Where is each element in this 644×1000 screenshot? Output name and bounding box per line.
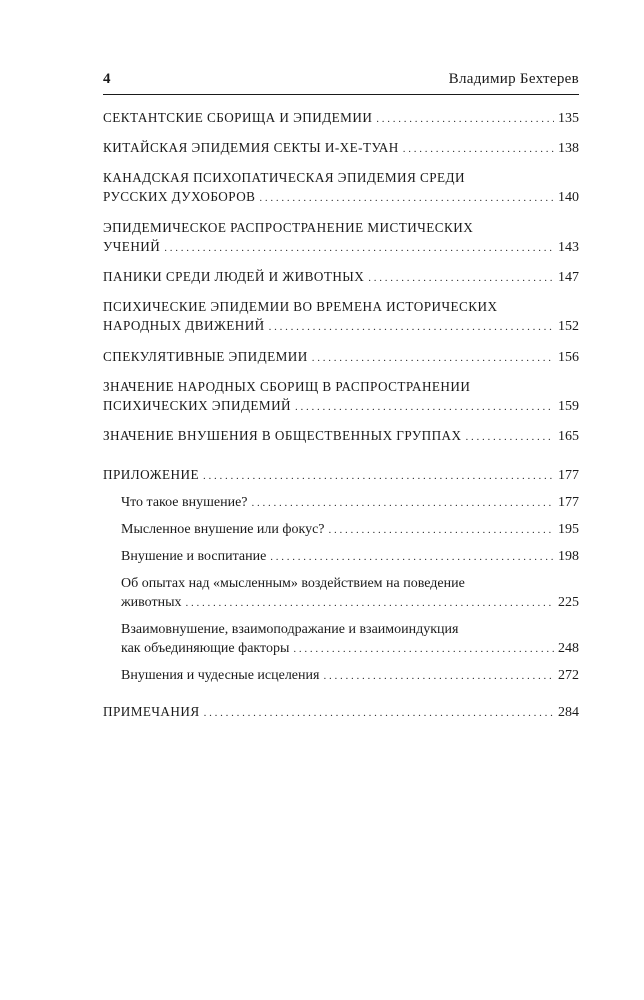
- toc-leader-dots: [252, 493, 554, 513]
- toc-entry[interactable]: [103, 426, 579, 447]
- table-of-contents: [103, 100, 579, 723]
- toc-leader-dots: [312, 348, 554, 368]
- toc-leader-dots: [466, 427, 554, 447]
- toc-entry-title: ПСИХИЧЕСКИХ ЭПИДЕМИЙ: [103, 398, 292, 413]
- toc-entry[interactable]: [103, 108, 579, 129]
- page-header: [103, 70, 579, 95]
- toc-entry-title: ПРИЛОЖЕНИЕ: [103, 467, 199, 482]
- toc-leader-dots: [329, 520, 554, 540]
- toc-entry[interactable]: [103, 493, 579, 513]
- toc-page-number: 248: [558, 641, 579, 656]
- toc-entry[interactable]: [103, 138, 579, 159]
- running-head-author: Владимир Бехтерев: [448, 71, 579, 87]
- toc-entry-title: Об опытах над «мысленным» воздействием на поведение: [121, 576, 465, 591]
- toc-entry-title: ПРИМЕЧАНИЯ: [103, 704, 200, 719]
- toc-page-number: 159: [558, 399, 579, 414]
- toc-entry-title: Внушение и воспитание: [121, 549, 267, 564]
- toc-leader-dots: [270, 547, 554, 567]
- toc-leader-dots: [323, 666, 554, 686]
- toc-entry-title: животных: [121, 595, 182, 610]
- toc-entry-title: СПЕКУЛЯТИВНЫЕ ЭПИДЕМИИ: [103, 349, 308, 364]
- toc-page-number: 152: [558, 319, 579, 334]
- toc-entry-title: ЭПИДЕМИЧЕСКОЕ РАСПРОСТРАНЕНИЕ МИСТИЧЕСКИХ: [103, 220, 474, 235]
- toc-entry[interactable]: [103, 702, 579, 723]
- toc-entry[interactable]: [103, 620, 579, 659]
- toc-page-number: 140: [558, 190, 579, 205]
- toc-page-number: 156: [558, 350, 579, 365]
- toc-entry[interactable]: [103, 574, 579, 613]
- toc-entry[interactable]: [103, 347, 579, 368]
- toc-leader-dots: [403, 139, 554, 159]
- toc-page-number: 272: [558, 668, 579, 683]
- toc-entry-title: СЕКТАНТСКИЕ СБОРИЩА И ЭПИДЕМИИ: [103, 110, 373, 125]
- toc-leader-dots: [259, 188, 554, 208]
- toc-entry[interactable]: [103, 465, 579, 486]
- toc-leader-dots: [204, 703, 554, 723]
- toc-entry[interactable]: [103, 297, 579, 337]
- toc-leader-dots: [293, 639, 554, 659]
- toc-entry[interactable]: [103, 168, 579, 208]
- toc-page-number: 225: [558, 595, 579, 610]
- toc-page-number: 195: [558, 522, 579, 537]
- toc-page-number: 143: [558, 240, 579, 255]
- toc-page-number: 147: [558, 270, 579, 285]
- toc-leader-dots: [203, 466, 554, 486]
- toc-entry[interactable]: [103, 520, 579, 540]
- toc-entry-title: КАНАДСКАЯ ПСИХОПАТИЧЕСКАЯ ЭПИДЕМИЯ СРЕДИ: [103, 170, 465, 185]
- toc-page-number: 284: [558, 705, 579, 720]
- toc-entry-title: Мысленное внушение или фокус?: [121, 522, 325, 537]
- toc-entry-title: НАРОДНЫХ ДВИЖЕНИЙ: [103, 318, 265, 333]
- toc-entry-title: КИТАЙСКАЯ ЭПИДЕМИЯ СЕКТЫ И-ХЕ-ТУАН: [103, 140, 399, 155]
- toc-entry[interactable]: [103, 547, 579, 567]
- toc-entry-title: ЗНАЧЕНИЕ НАРОДНЫХ СБОРИЩ В РАСПРОСТРАНЕНИИ: [103, 379, 471, 394]
- toc-entry-title: Что такое внушение?: [121, 495, 248, 510]
- toc-entry-title: ПСИХИЧЕСКИЕ ЭПИДЕМИИ ВО ВРЕМЕНА ИСТОРИЧЕСКИХ: [103, 299, 498, 314]
- toc-leader-dots: [295, 397, 554, 417]
- toc-page-number: 177: [558, 495, 579, 510]
- toc-leader-dots: [269, 317, 554, 337]
- toc-page-number: 138: [558, 141, 579, 156]
- toc-page-number: 177: [558, 468, 579, 483]
- toc-page-number: 165: [558, 429, 579, 444]
- toc-leader-dots: [368, 268, 554, 288]
- toc-entry-title: УЧЕНИЙ: [103, 239, 161, 254]
- toc-entry-title: Взаимовнушение, взаимоподражание и взаимоиндукция: [121, 622, 459, 637]
- page-number: 4: [103, 71, 111, 87]
- toc-page-number: 198: [558, 549, 579, 564]
- toc-entry-title: ЗНАЧЕНИЕ ВНУШЕНИЯ В ОБЩЕСТВЕННЫХ ГРУППАХ: [103, 428, 462, 443]
- toc-entry-title: как объединяющие факторы: [121, 641, 290, 656]
- toc-entry-title: РУССКИХ ДУХОБОРОВ: [103, 189, 256, 204]
- toc-entry[interactable]: [103, 666, 579, 686]
- toc-entry[interactable]: [103, 377, 579, 417]
- toc-entry[interactable]: [103, 218, 579, 258]
- toc-entry-title: ПАНИКИ СРЕДИ ЛЮДЕЙ И ЖИВОТНЫХ: [103, 269, 365, 284]
- toc-leader-dots: [376, 109, 554, 129]
- toc-leader-dots: [164, 238, 554, 258]
- toc-page-number: 135: [558, 111, 579, 126]
- toc-entry[interactable]: [103, 267, 579, 288]
- toc-leader-dots: [186, 593, 554, 613]
- toc-entry-title: Внушения и чудесные исцеления: [121, 668, 320, 683]
